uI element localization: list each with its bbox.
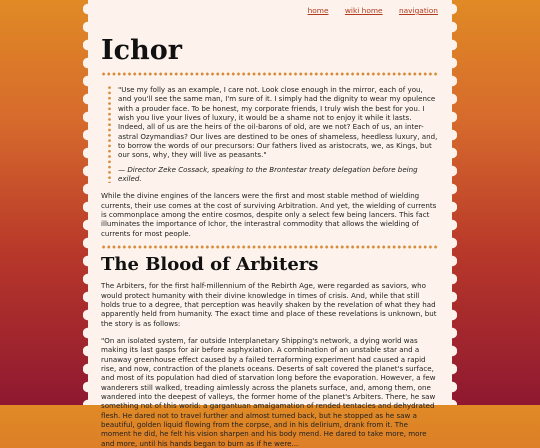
nav-wiki-home-link[interactable]: wiki home [344, 6, 383, 15]
quote-attribution: — Director Zeke Cossack, speaking to the Brontestar treaty delegation before being exiled. [118, 164, 418, 184]
section-paragraph-2: "On an isolated system, far outside Interplanetary Shipping's network, a dying world was making its last gasps for air before asphyxiation. A combination of an unstable star and a runaway greenhouse effect caused by a failed terraforming experiment had caused a rapid rise, and now, contraction of the planets oceans. Deserts of salt covered the planet's surface, and most of its population had died of starvation long before the evaporation. However, a few wanderers still walked, treading aimlessly across the planets surface, and, among them, one wandered into the deepest of valleys, the former home of the planet's Arbiters. There, he saw something not of this world: a gargantuan amalgamation of rended tentacles and dehydrated flesh. He dared not to travel further and almost turned back, but he stopped as he saw a beautiful, golden liquid flowing from the corpse, and in his delirium, drank from it. The moment he did, he felt his vision sharpen and his body mend. He dared to take more, more and more, until his hands began to burn as if he were... [101, 335, 436, 448]
section-heading: The Blood of Arbiters [101, 254, 319, 276]
nav-navigation-link[interactable]: navigation [398, 6, 438, 15]
nav-home-link[interactable]: home [307, 6, 329, 15]
section-paragraph-1: The Arbiters, for the first half-millennium of the Rebirth Age, were regarded as saviors, who would protect humanity with their divine knowledge in times of crisis. And, while that still holds true to a degree, that perception was heavily shaken by the revelation of what they had apparently held from humanity. The exact time and place of these revelations is unknown, but the story is as follows: [101, 281, 437, 328]
intro-paragraph: While the divine engines of the lancers were the first and most stable method of wielding currents, their use comes at the cost of surviving Arbitration. And yet, the wielding of currents is commonplace among the entire cosmos, despite only a select few being lancers. This fact illuminates the importance of Ichor, the interastral commodity that allows the wielding of currents for most people. [101, 191, 437, 238]
page-title: Ichor [101, 35, 182, 66]
title-divider [101, 72, 438, 76]
article-page [88, 0, 452, 448]
quote-text: "Use my folly as an example, I care not. Look close enough in the mirror, each of you, and you'll see the same man, I'm sure of it. I simply had the dignity to wear my opulence with a prouder face. To be honest, my corporate friends, I truly wish the best for you. I wish you live your lives of luxury, it would be a shame not to enjoy it while it lasts. Indeed, all of us are the heirs of the oil-barons of old, are we not? Each of us, an inter-astral Ozymandias? Our lives are destined to be ones of shameless, heedless luxury, and, to borrow the words of our precursors: Our fathers lived as aristocrats, we, as Kings, but our sons, why, they will live as peasants." [118, 85, 438, 160]
top-navigation [101, 6, 438, 20]
section-divider [101, 245, 438, 249]
epigraph-quote [101, 85, 438, 183]
